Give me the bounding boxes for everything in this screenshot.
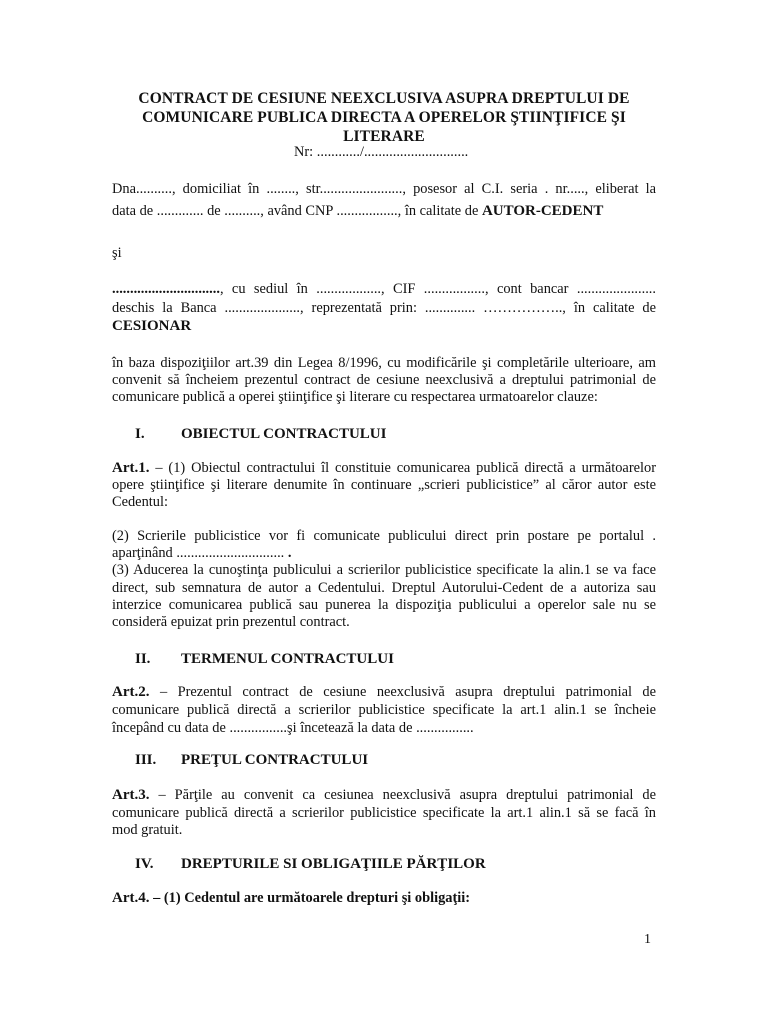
art1-line-2: opere ştiinţifice şi literare denumite în continuare „scrieri publicistice” al căror autor este: [112, 477, 656, 493]
art4-label: Art.4.: [112, 890, 150, 906]
section-1-number: I.: [135, 426, 145, 442]
art1-para3-line-2: direct, sub semnatura de autor a Cedentului. Dreptul Autorului-Cedent de a autoriza sau: [112, 580, 656, 596]
cessionary-name: ..............................: [112, 281, 220, 297]
art2-label: Art.2.: [112, 684, 150, 700]
art3-line-2: comunicare publică directă a scrierilor publicistice specificate la art.1 alin.1 să se facă în: [112, 805, 656, 821]
page-number: 1: [644, 932, 651, 947]
section-2-number: II.: [135, 651, 151, 667]
art2-line-1: [112, 684, 656, 701]
section-1-title: OBIECTUL CONTRACTULUI: [181, 426, 387, 442]
art1-para3-line-3: interzice comunicarea publică sau punerea la dispoziţia publicului a operelor sale nu se: [112, 597, 656, 613]
art3-label: Art.3.: [112, 787, 150, 803]
art1-para2-line-1: (2) Scrierile publicistice vor fi comunicate publicului direct prin postare pe portalul .: [112, 528, 656, 544]
art1-para2-end: .: [284, 545, 292, 561]
art1-line-3: Cedentul:: [112, 494, 168, 510]
preamble-line-1: în baza dispoziţiilor art.39 din Legea 8/1996, cu modificările şi completările ulterioare, am: [112, 355, 656, 371]
section-4-number: IV.: [135, 856, 154, 872]
art1-para2-line-2: [112, 545, 656, 562]
section-3-number: III.: [135, 752, 157, 768]
conjunction: şi: [112, 245, 122, 261]
author-line-2-text: data de ............. de .........., având CNP ................., în calitate de: [112, 203, 482, 219]
art2-line-2: comunicare publică directă a scrierilor publicistice specificate la art.1 alin.1 se încheie: [112, 702, 656, 718]
section-2-title: TERMENUL CONTRACTULUI: [181, 651, 394, 667]
art3-line-1: [112, 787, 656, 804]
cessionary-line-1-text: , cu sediul în .................., CIF ................., cont bancar ......................: [219, 281, 656, 297]
art1-line-1-text: – (1) Obiectul contractului îl constituie comunicarea publică directă a următoarelor: [149, 460, 656, 476]
section-3-title: PREŢUL CONTRACTULUI: [181, 752, 369, 768]
author-role: AUTOR-CEDENT: [481, 203, 604, 219]
art4-line-1: [112, 890, 656, 907]
preamble-line-3: comunicare publică a operei ştiinţifice şi literare cu respectarea urmatoarelor clauze:: [112, 389, 598, 405]
art1-para3-line-4: consideră epuizat prin prezentul contract.: [112, 614, 350, 630]
author-line-1: Dna.........., domiciliat în ........, str......................., posesor al C.I. seria . nr....., eliberat la: [112, 181, 656, 197]
art2-line-1-text: – Prezentul contract de cesiune neexclusivă asupra dreptului patrimonial de: [149, 684, 656, 700]
cessionary-role: CESIONAR: [112, 318, 192, 334]
art1-line-1: [112, 460, 656, 477]
contract-number: Nr: ............/.............................: [294, 144, 469, 160]
art1-para2-text: aparţinând ..............................: [112, 545, 285, 561]
art3-line-1-text: – Părţile au convenit ca cesiunea neexclusivă asupra dreptului patrimonial de: [149, 787, 656, 803]
contract-title: [112, 89, 656, 146]
art4-line-1-text: – (1) Cedentul are următoarele drepturi şi obligaţii:: [149, 890, 471, 906]
art1-para3-line-1: (3) Aducerea la cunoştinţa publicului a scrierilor publicistice specificate la alin.1 se va face: [112, 562, 656, 578]
cessionary-line-1: [112, 281, 656, 298]
art1-label: Art.1.: [112, 460, 150, 476]
preamble-line-2: convenit să încheiem prezentul contract de cesiune neexclusivă a dreptului patrimonial de: [112, 372, 656, 388]
section-4-title: DREPTURILE SI OBLIGAŢIILE PĂRŢILOR: [181, 856, 486, 872]
author-line-2: [112, 203, 656, 220]
title-line-2: COMUNICARE PUBLICA DIRECTA A OPERELOR ŞTIINŢIFICE ŞI LITERARE: [142, 109, 626, 145]
art3-line-3: mod gratuit.: [112, 822, 183, 838]
art2-line-3: începând cu data de ................şi încetează la data de ................: [112, 720, 474, 736]
title-line-1: CONTRACT DE CESIUNE NEEXCLUSIVA ASUPRA DREPTULUI DE: [138, 90, 630, 107]
cessionary-line-2: deschis la Banca ....................., reprezentată prin: .............. …………….., în calitate de: [112, 300, 656, 316]
